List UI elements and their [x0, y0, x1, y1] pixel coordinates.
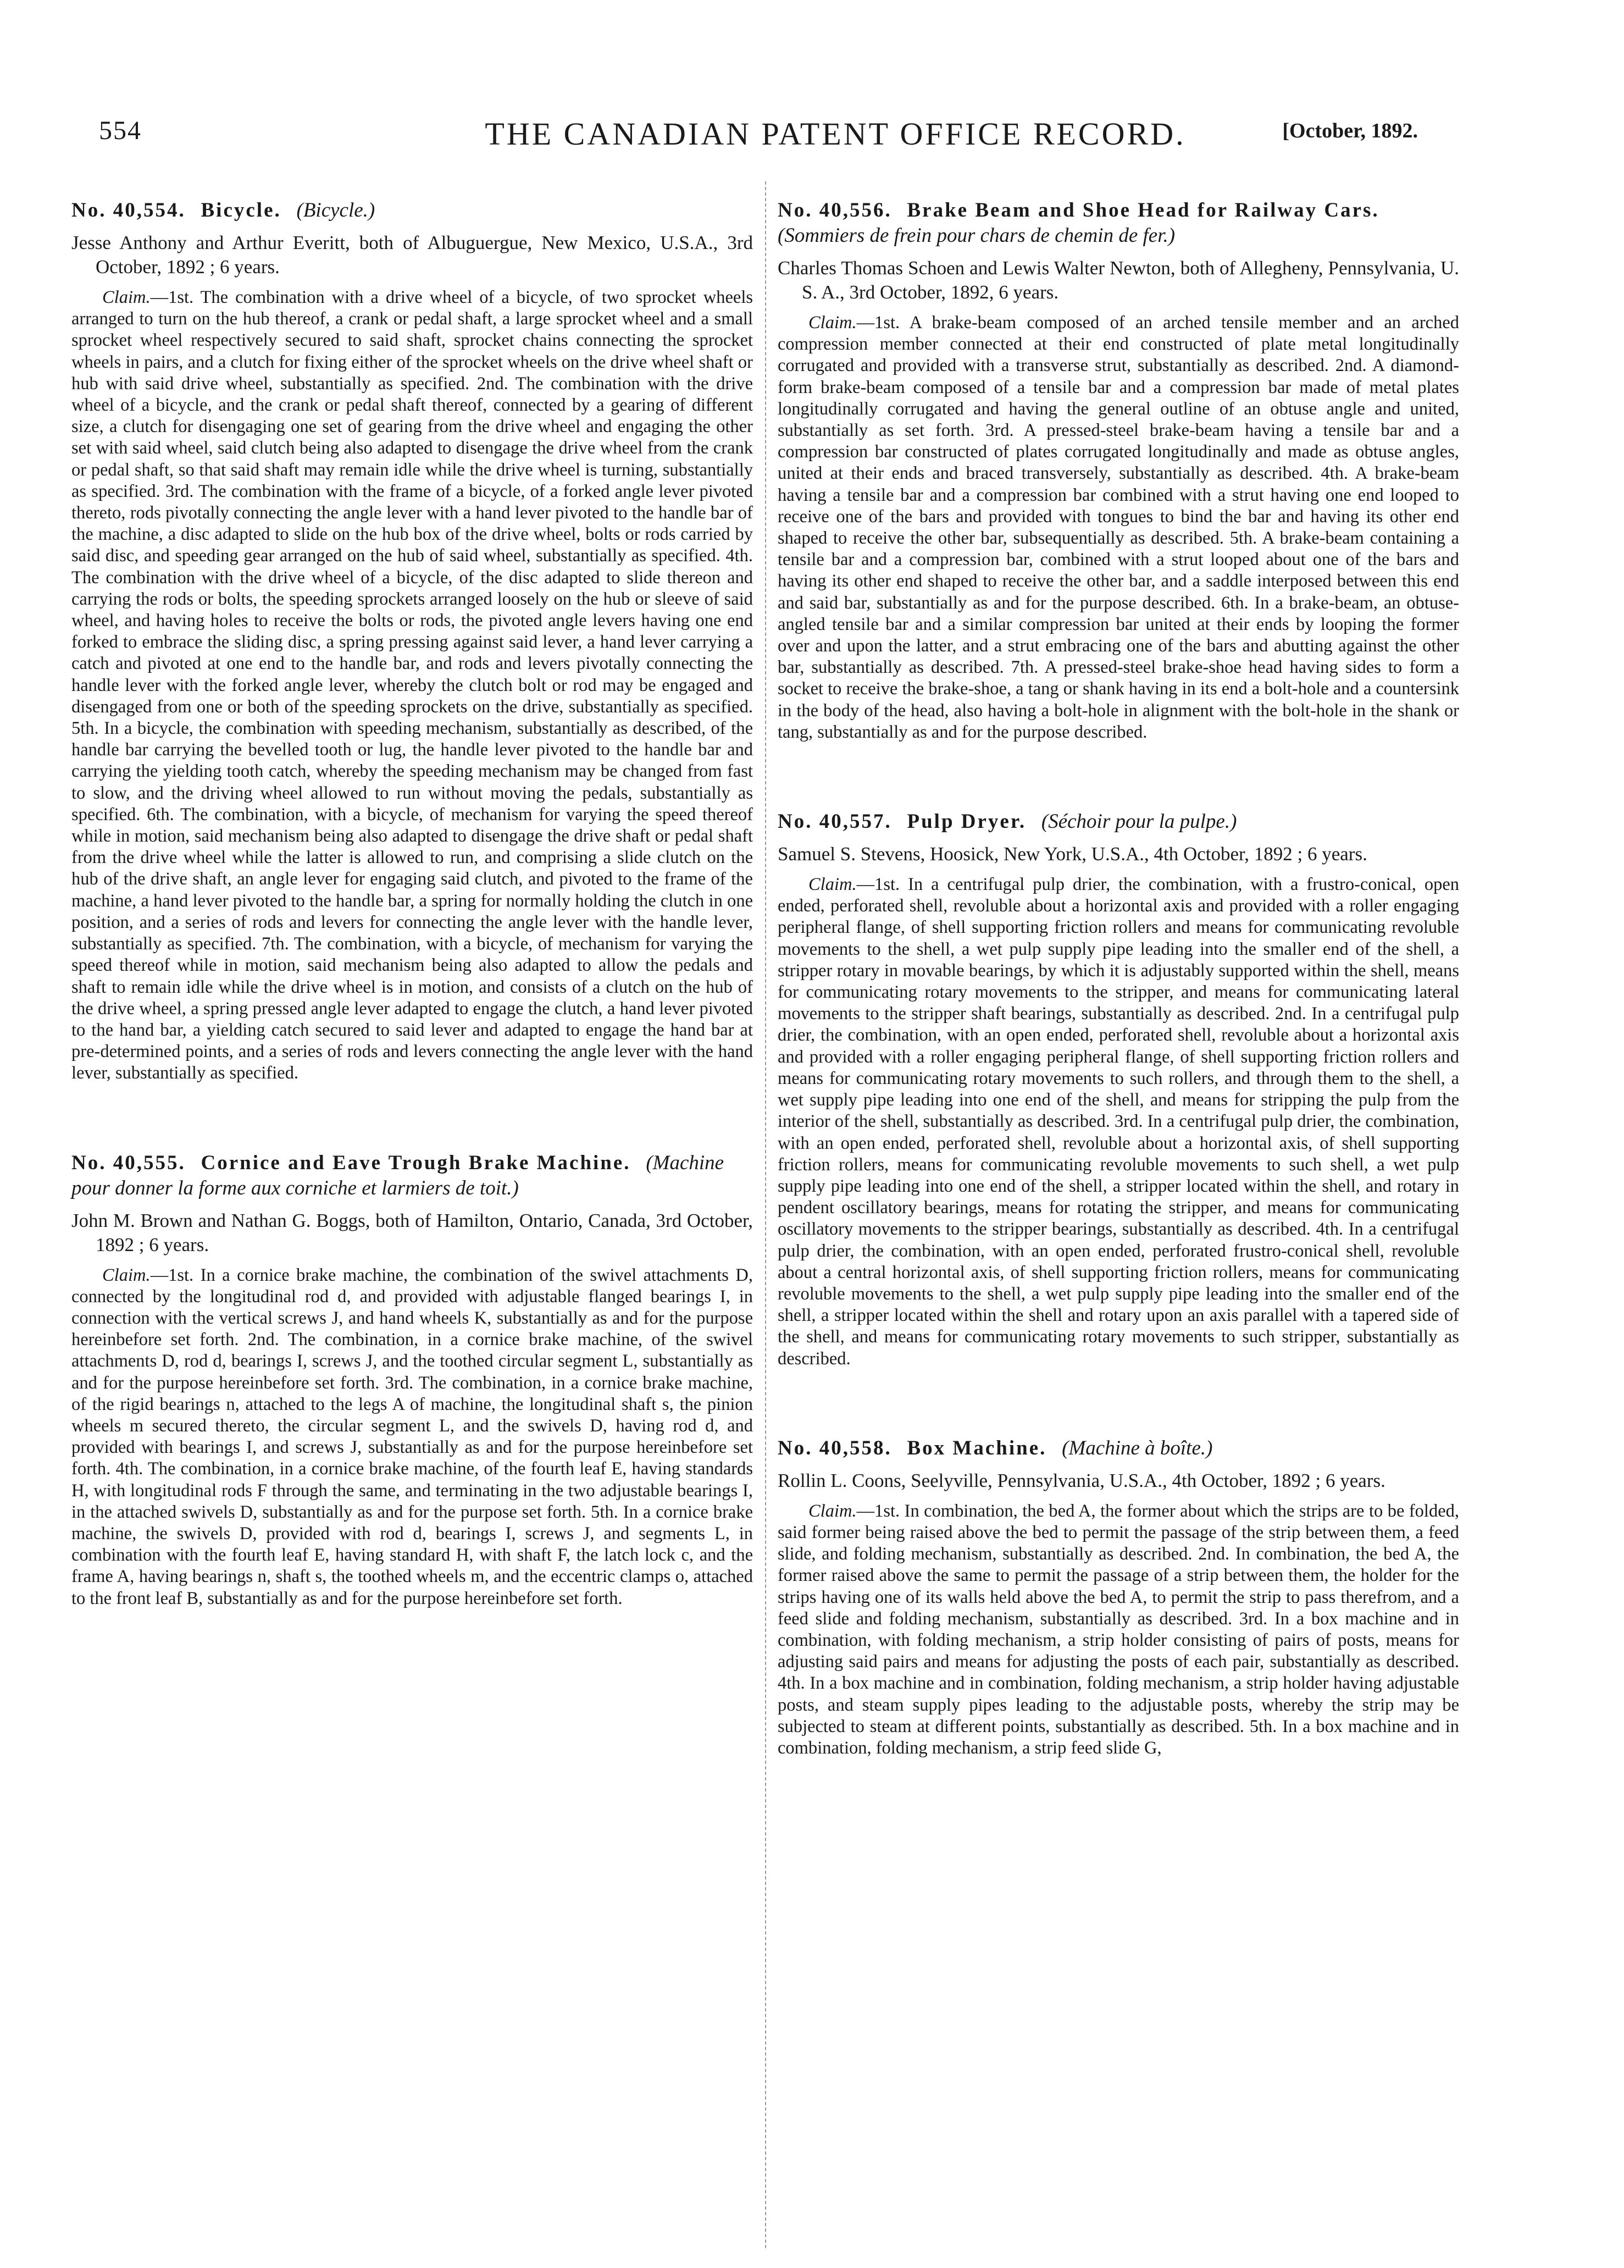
- patent-name: Cornice and Eave Trough Brake Machine.: [201, 1151, 631, 1174]
- claim-body: —1st. A brake-beam composed of an arched tensile member and an arched compression member connected at their end constructed of plate metal longitudinally corrugated and provided with a transverse strut, substantially as described. 2nd. A diamond-form brake-beam composed of a tensile bar and a compression bar made of metal plates longitudinally corrugated and having the general outline of an obtuse angle and united, substantially as set forth. 3rd. A pressed-steel brake-beam having a tensile bar and a compression bar constructed of plates corrugated longitudinally and made as obtuse angles, united at their ends and braced transversely, substantially as described. 4th. A brake-beam having a tensile bar and a compression bar combined with a strut having one end looped to receive one of the bars and provided with tongues to bind the bar and having its other end shaped to receive the other bar, subsequentially as described. 5th. A brake-beam containing a tensile bar and a compression bar, combined with a strut looped about one of the bars and having its other end shaped to receive the other bar, and a saddle interposed between this end and said bar, substantially as and for the purpose described. 6th. In a brake-beam, an obtuse-angled tensile bar and a similar compression bar united at their ends by looping the former over and upon the latter, and a strut embracing one of the bars and abutting against the other bar, substantially as described. 7th. A pressed-steel brake-shoe head having sides to form a socket to receive the brake-shoe, a tang or shank having in its end a bolt-hole and a countersink in the body of the head, also having a bolt-hole in alignment with the bolt-hole in the shank or tang, substantially as and for the purpose described.: [778, 313, 1460, 742]
- grantee-line: Samuel S. Stevens, Hoosick, New York, U.S.A., 4th October, 1892 ; 6 years.: [778, 843, 1367, 865]
- entry-heading: [71, 198, 753, 223]
- claim-body: —1st. In combination, the bed A, the former about which the strips are to be folded, said former being raised above the bed to permit the passage of the strip between them, a feed slide, and folding mechanism, substantially as described. 2nd. In combination, the bed A, the former raised above the same to permit the passage of a strip between them, the holder for the strips having one of its walls held above the bed A, to permit the strip to pass therefrom, and a feed slide and folding mechanism, substantially as described. 3rd. In a box machine and in combination, with folding mechanism, a strip holder consisting of pairs of posts, means for adjusting said pairs and means for adjusting the posts of each pair, substantially as described. 4th. In a box machine and in combination, folding mechanism, a strip holder having adjustable posts, and steam supply pipes leading to the adjustable posts, whereby the strip may be subjected to steam at different points, substantially as described. 5th. In a box machine and in combination, folding mechanism, a strip feed slide G,: [778, 1501, 1459, 1758]
- entry-heading: [71, 1150, 753, 1201]
- claim-label: Claim.: [102, 1265, 151, 1285]
- french-name: (Machine à boîte.): [1062, 1436, 1213, 1459]
- entry-heading: [778, 809, 1459, 834]
- french-name: (Machine pour donner la forme aux corniche et larmiers de toit.): [71, 1151, 724, 1199]
- patent-entry-40554: [71, 198, 753, 1085]
- grantee-line: Rollin L. Coons, Seelyville, Pennsylvania, U.S.A., 4th October, 1892 ; 6 years.: [778, 1469, 1385, 1491]
- french-name: (Bicycle.): [296, 199, 375, 222]
- grantee-line: Charles Thomas Schoen and Lewis Walter Newton, both of Allegheny, Pennsylvania, U. S. A., 3rd October, 1892, 6 years.: [778, 257, 1459, 303]
- right-column: [778, 198, 1459, 1825]
- claim-text: [71, 287, 753, 1085]
- page-number: 554: [99, 116, 142, 145]
- claim-body: —1st. The combination with a drive wheel of a bicycle, of two sprocket wheels arranged to turn on the hub thereof, a crank or pedal shaft, a large sprocket wheel and a small sprocket wheel respectively secured to said shaft, sprocket chains connecting the sprocket wheels in pairs, and a clutch for fixing either of the sprocket wheels on the drive wheel shaft or hub with said drive wheel, substantially as specified. 2nd. The combination with the drive wheel of a bicycle, and the crank or pedal shaft thereof, connected by a gearing of different size, a clutch for disengaging one set of gearing from the drive wheel and engaging the other set with said wheel, said clutch being also adapted to disengage the drive wheel from the crank or pedal shaft, so that said shaft may remain idle while the drive wheel is turning, substantially as specified. 3rd. The combination with the frame of a bicycle, of a forked angle lever pivoted thereto, rods pivotally connecting the angle lever with a hand lever pivoted to the handle bar of the machine, a disc adapted to slide on the hub box of the drive wheel, bolts or rods carried by said disc, and speeding gear arranged on the hub of said wheel, substantially as specified. 4th. The combination with the drive wheel of a bicycle, of the disc adapted to slide thereon and carrying the rods or bolts, the speeding sprockets arranged loosely on the hub or sleeve of said wheel, and having holes to receive the bolts or rods, the pivoted angle levers having one end forked to embrace the sliding disc, a spring pressing against said lever, a hand lever carrying a catch and pivoted at one end to the handle bar, and rods and levers pivotally connecting the handle lever with the forked angle lever, whereby the clutch bolt or rod may be engaged and disengaged from one or both of the speeding sprockets on the drive, substantially as specified. 5th. In a bicycle, the combination with speeding mechanism, substantially as described, of the handle bar carrying the bevelled tooth or lug, the handle lever pivoted to the handle bar and carrying the yielding tooth catch, whereby the speeding mechanism may be changed from fast to slow, and the driving wheel allowed to run without moving the pedals, substantially as specified. 6th. The combination, with a bicycle, of mechanism for varying the speed thereof while in motion, said mechanism being also adapted to disengage the drive shaft or pedal shaft from the drive wheel while the latter is allowed to run, and comprising a slide clutch on the hub of the drive shaft, an angle lever for engaging said clutch, and pivoted to the frame of the machine, a hand lever pivoted to the handle bar, a spring for normally holding the clutch in one position, and a series of rods and levers for connecting the angle lever with the handle lever, substantially as specified. 7th. The combination, with a bicycle, of mechanism for varying the speed thereof while in motion, said mechanism being also adapted to allow the pedals and shaft to remain idle while the drive wheel is in motion, and consists of a clutch on the hub of the drive wheel, a spring pressed angle lever adapted to engage the clutch, a hand lever pivoted to the hand bar, a yielding catch secured to said lever and adapted to engage the hand bar at pre-determined points, and a series of rods and levers connecting the angle lever with the hand lever, substantially as specified.: [71, 287, 753, 1083]
- page-header: [99, 115, 1418, 159]
- claim-text: [71, 1265, 753, 1609]
- patent-name: Box Machine.: [907, 1436, 1047, 1459]
- issue-date: [October, 1892.: [1282, 119, 1418, 142]
- claim-text: [778, 1501, 1459, 1759]
- column-divider: [765, 181, 766, 2248]
- patent-name: Brake Beam and Shoe Head for Railway Cars.: [907, 199, 1379, 222]
- patent-number: No. 40,558.: [778, 1436, 892, 1459]
- patent-number: No. 40,555.: [71, 1151, 186, 1174]
- claim-label: Claim.: [808, 1501, 857, 1521]
- claim-text: [778, 874, 1459, 1370]
- entry-heading: [778, 1436, 1459, 1461]
- publication-title: THE CANADIAN PATENT OFFICE RECORD.: [485, 116, 1186, 152]
- patent-number: No. 40,557.: [778, 810, 892, 833]
- entry-heading: [778, 198, 1459, 248]
- patent-name: Pulp Dryer.: [907, 810, 1027, 833]
- patent-entry-40556: [778, 198, 1459, 743]
- claim-body: —1st. In a cornice brake machine, the combination of the swivel attachments D, connected by the longitudinal rod d, and provided with adjustable flanged bearings I, in connection with the vertical screws J, and hand wheels K, substantially as and for the purpose hereinbefore set forth. 2nd. The combination, in a cornice brake machine, of the swivel attachments D, rod d, bearings I, screws J, and the toothed circular segment L, substantially as and for the purpose hereinbefore set forth. 3rd. The combination, in a cornice brake machine, of the rigid bearings n, attached to the legs A of machine, the longitudinal shaft s, the pinion wheels m secured thereto, the circular segment L, and the swivels D, having rod d, and provided with bearings I, and screws J, substantially as and for the purpose hereinbefore set forth. 4th. The combination, in a cornice brake machine, of the fourth leaf E, having standards H, with longitudinal rods F through the same, and terminating in the two adjustable bearings I, in the attached swivels D, substantially as and for the purpose set forth. 5th. In a cornice brake machine, the swivels D, provided with rod d, bearings I, screws J, and segments L, in combination with the fourth leaf E, having standard H, with shaft F, the latch lock c, and the frame A, having bearings n, shaft s, the toothed wheels m, and the eccentric clamps o, attached to the front leaf B, substantially as and for the purpose hereinbefore set forth.: [71, 1265, 753, 1608]
- patent-number: No. 40,554.: [71, 199, 186, 222]
- patent-number: No. 40,556.: [778, 199, 892, 222]
- french-name: (Sommiers de frein pour chars de chemin de fer.): [778, 224, 1176, 247]
- patent-entry-40555: [71, 1150, 753, 1609]
- left-column: [71, 198, 753, 1675]
- claim-label: Claim.: [808, 875, 857, 895]
- claim-text: [778, 312, 1459, 743]
- grantee-line: John M. Brown and Nathan G. Boggs, both of Hamilton, Ontario, Canada, 3rd October, 1892 ; 6 years.: [71, 1209, 753, 1255]
- patent-entry-40558: [778, 1436, 1459, 1759]
- grantee-line: Jesse Anthony and Arthur Everitt, both of Albuguergue, New Mexico, U.S.A., 3rd October, 1892 ; 6 years.: [71, 232, 753, 278]
- claim-body: —1st. In a centrifugal pulp drier, the combination, with a frustro-conical, open ended, perforated shell, revoluble about a horizontal axis and provided with a roller engaging peripheral flange, of shell supporting friction rollers and means for communicating revoluble movements to the shell, a wet pulp supply pipe leading into the smaller end of the shell, a stripper rotary in movable bearings, by which it is adjustably supported within the shell, means for communicating rotary movements to the stripper, and means for communicating lateral movements to the stripper shaft bearings, substantially as described. 2nd. In a centrifugal pulp drier, the combination, with an open ended, perforated shell, revoluble about a horizontal axis and provided with a roller engaging peripheral flange, of shell supporting friction rollers and means for communicating rotary movements to such rollers, and through them to the shell, a wet supply pipe leading into one end of the shell, and means for stripping the pulp from the interior of the shell, substantially as described. 3rd. In a centrifugal pulp drier, the combination, with an open ended, perforated shell, revoluble about a horizontal axis, of shell supporting friction rollers, means for communicating revoluble movements to such shell, a wet pulp supply pipe leading into one end of the shell, a stripper located within the shell, and rotary in pendent oscillatory bearings, means for rotating the stripper, and means for communicating oscillatory movements to the stripper bearings, substantially as described. 4th. In a centrifugal pulp drier, the combination, with an open ended, perforated frustro-conical shell, revoluble about a central horizontal axis, of shell supporting friction rollers, means for communicating revoluble movements to the shell, a wet pulp supply pipe leading into the smaller end of the shell, a stripper located within the shell and rotary upon an axis parallel with a tapered side of the shell, and means for communicating rotary movements to such stripper, substantially as described.: [778, 875, 1459, 1369]
- patent-name: Bicycle.: [201, 199, 281, 222]
- patent-entry-40557: [778, 809, 1459, 1370]
- claim-label: Claim.: [102, 287, 151, 307]
- french-name: (Séchoir pour la pulpe.): [1041, 810, 1237, 833]
- claim-label: Claim.: [808, 313, 857, 333]
